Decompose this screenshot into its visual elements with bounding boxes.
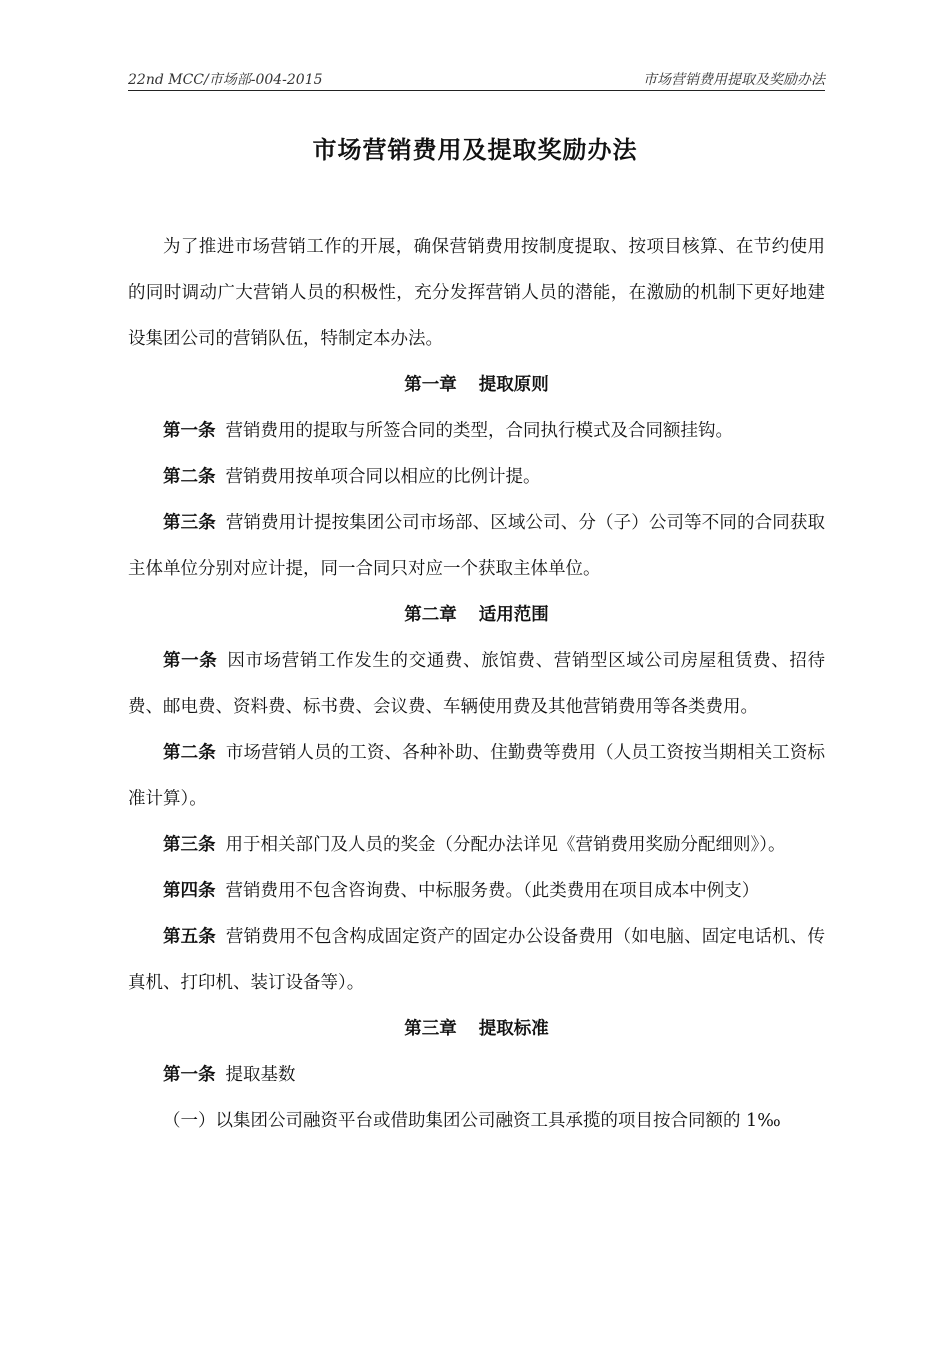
chapter-name: 提取原则 [478,375,549,395]
article-text: 营销费用不包含咨询费、中标服务费。（此类费用在项目成本中例支） [225,881,760,901]
chapter-number: 第二章 [404,605,457,625]
article-label: 第一条 [163,1065,216,1085]
article-label: 第二条 [163,467,216,487]
article-text: 营销费用计提按集团公司市场部、区域公司、分（子）公司等不同的合同获取主体单位分别对应计提，同一合同只对应一个获取主体单位。 [128,513,825,579]
header-doc-title: 市场营销费用提取及奖励办法 [643,72,825,88]
chapter-heading-1 [128,362,825,408]
chapter-name: 提取标准 [478,1019,549,1039]
article-label: 第四条 [163,881,216,901]
page-header [128,66,825,91]
chapter-number: 第三章 [404,1019,457,1039]
document-body [128,224,825,1144]
article-label: 第二条 [163,743,216,763]
chapter-name: 适用范围 [478,605,549,625]
header-doc-code: 22nd MCC/市场部-004-2015 [128,72,323,88]
chapter-heading-3 [128,1006,825,1052]
article-text: 市场营销人员的工资、各种补助、住勤费等费用（人员工资按当期相关工资标准计算）。 [128,743,825,809]
article-paragraph [128,822,825,868]
chapter-number: 第一章 [404,375,457,395]
list-item-paragraph: （一）以集团公司融资平台或借助集团公司融资工具承揽的项目按合同额的 1‰ [163,1111,781,1131]
intro-paragraph: 为了推进市场营销工作的开展，确保营销费用按制度提取、按项目核算、在节约使用的同时调动广大营销人员的积极性，充分发挥营销人员的潜能，在激励的机制下更好地建设集团公司的营销队伍，特制定本办法。 [128,237,825,349]
article-paragraph [128,1052,825,1098]
article-label: 第五条 [163,927,216,947]
article-label: 第一条 [163,651,218,671]
article-text: 营销费用按单项合同以相应的比例计提。 [225,467,541,487]
document-title: 市场营销费用及提取奖励办法 [312,135,638,164]
article-text: 提取基数 [225,1065,296,1085]
chapter-heading-2 [128,592,825,638]
article-text: 因市场营销工作发生的交通费、旅馆费、营销型区域公司房屋租赁费、招待费、邮电费、资料费、标书费、会议费、车辆使用费及其他营销费用等各类费用。 [128,651,826,717]
article-paragraph [128,454,825,500]
article-label: 第三条 [163,835,216,855]
article-label: 第三条 [163,513,216,533]
article-paragraph [128,914,825,1006]
article-text: 营销费用的提取与所签合同的类型，合同执行模式及合同额挂钩。 [225,421,733,441]
article-paragraph [128,500,825,592]
article-paragraph [128,638,825,730]
article-label: 第一条 [163,421,216,441]
article-text: 用于相关部门及人员的奖金（分配办法详见《营销费用奖励分配细则》）。 [225,835,786,855]
article-paragraph [128,730,825,822]
article-text: 营销费用不包含构成固定资产的固定办公设备费用（如电脑、固定电话机、传真机、打印机、装订设备等）。 [128,927,825,993]
article-paragraph [128,868,825,914]
article-paragraph [128,408,825,454]
